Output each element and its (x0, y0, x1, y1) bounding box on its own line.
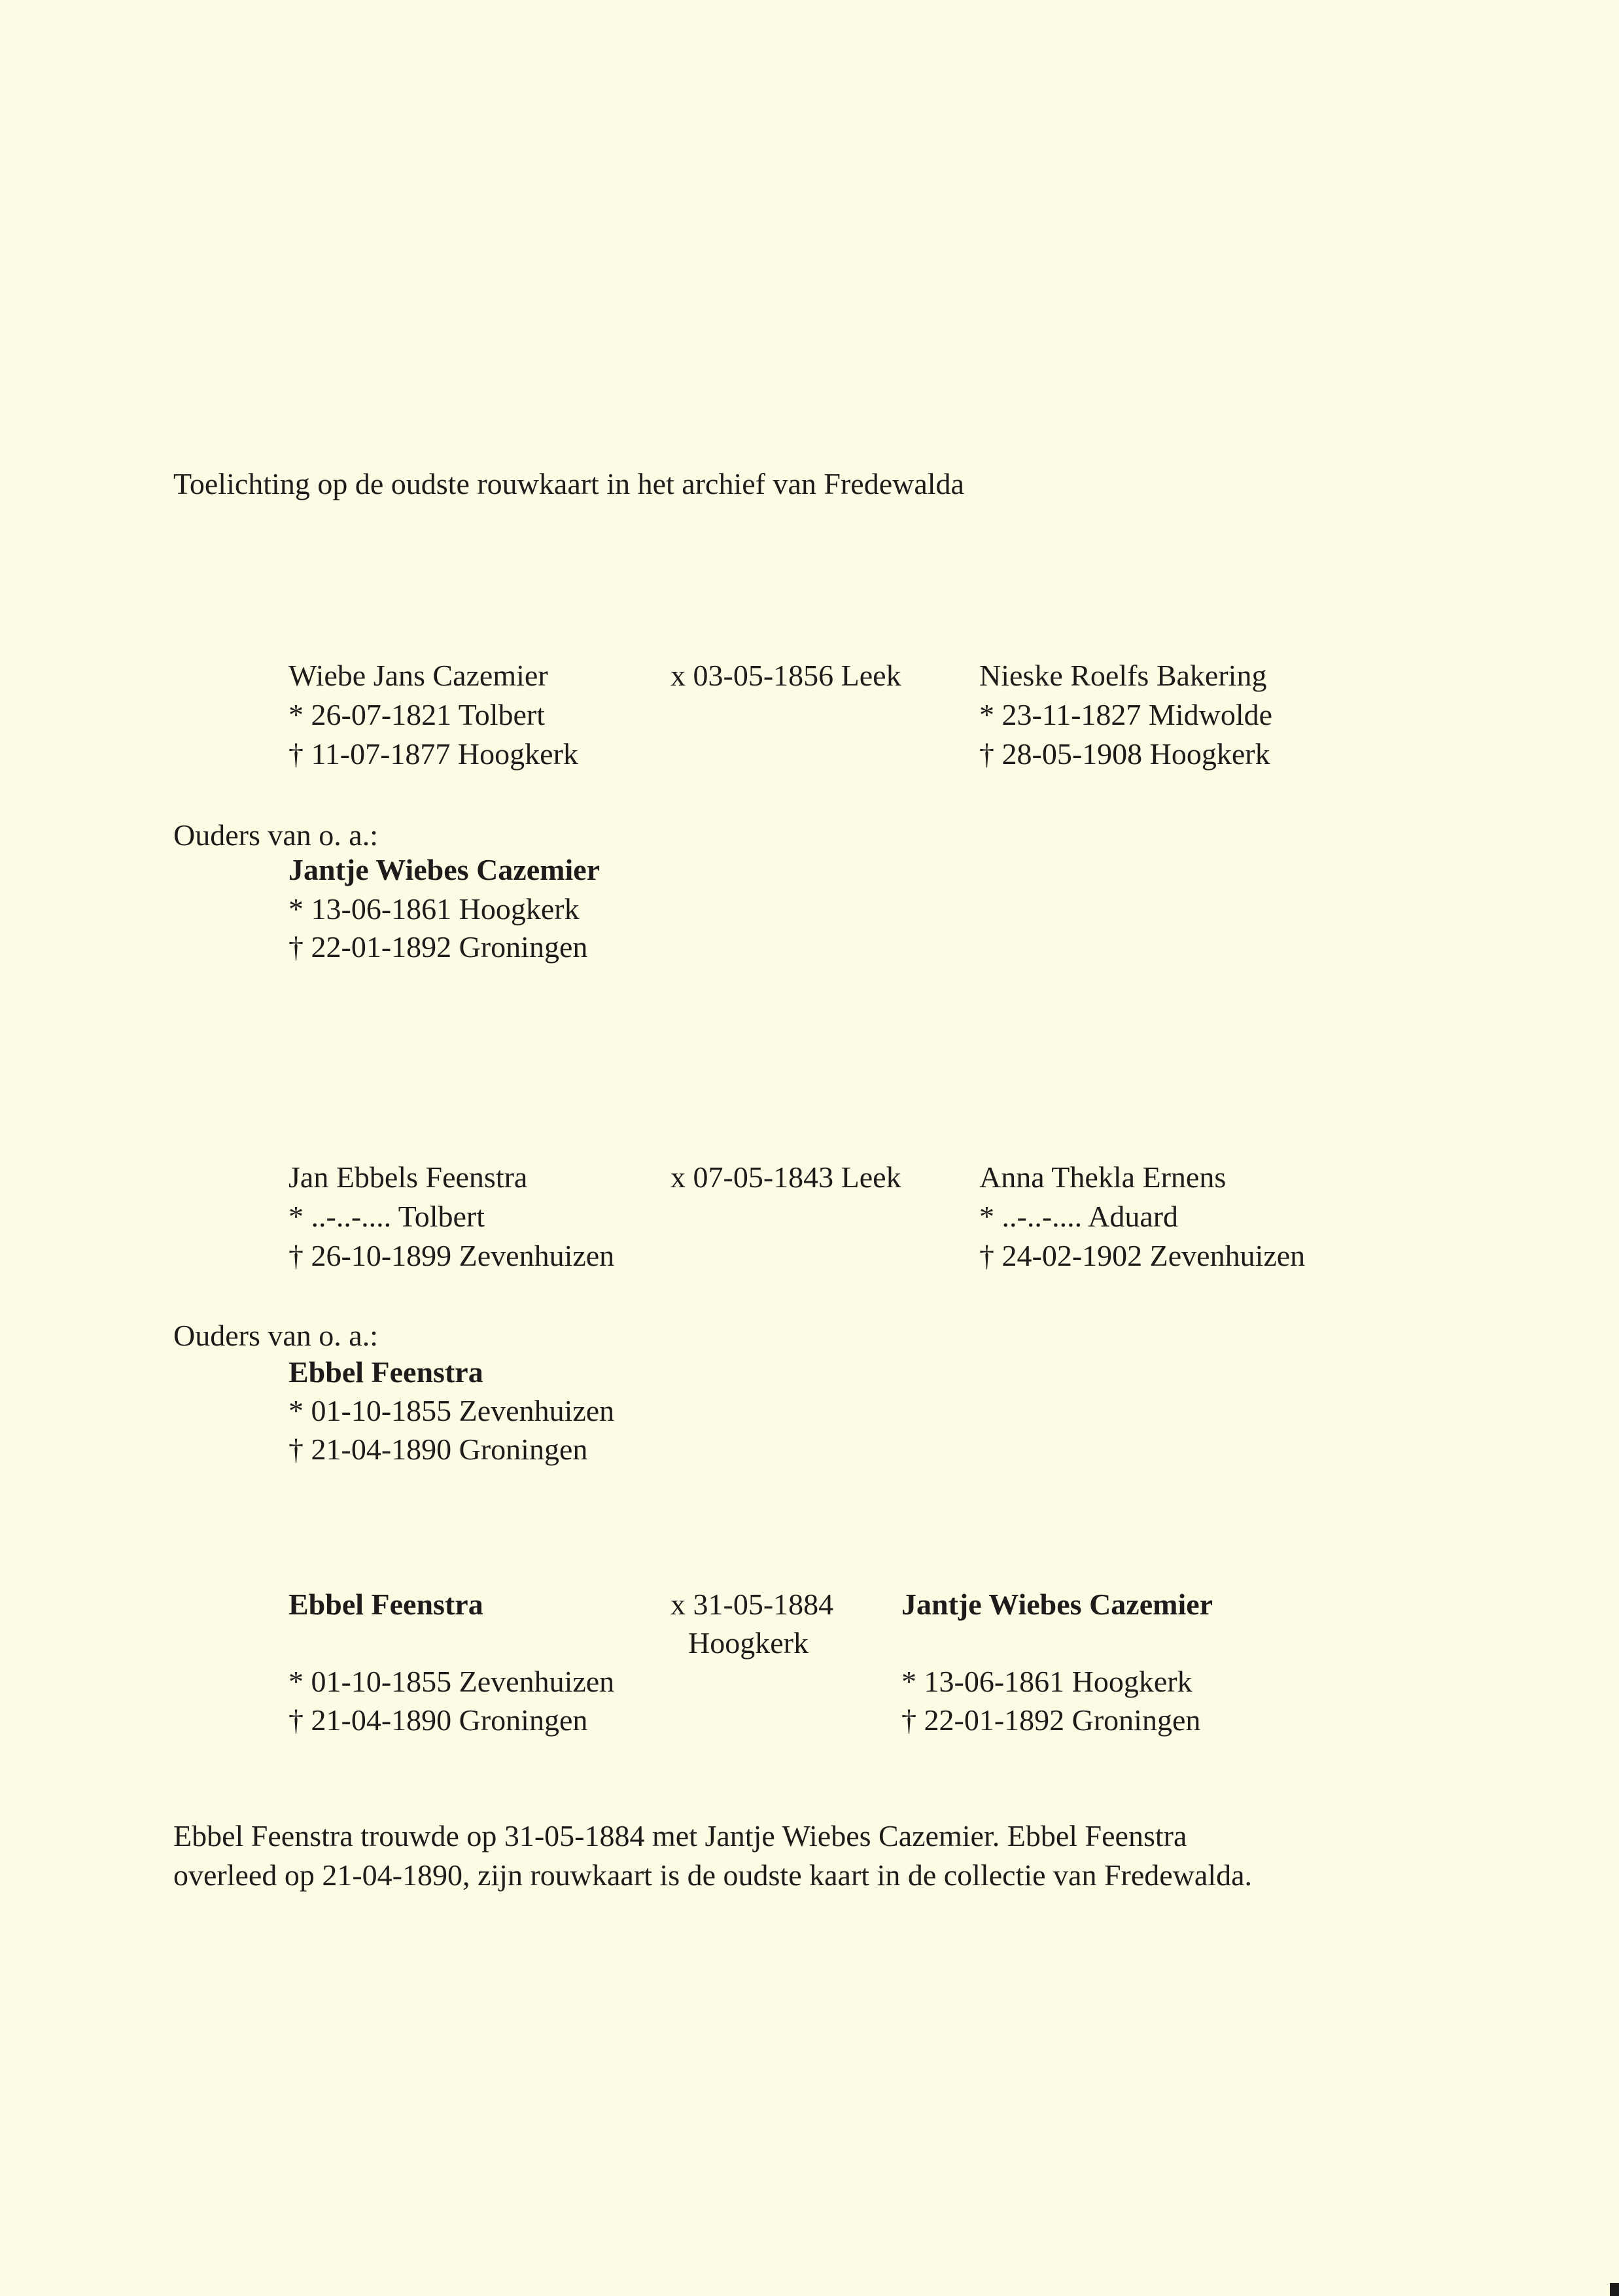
mother-birth: * ..-..-.... Aduard (979, 1200, 1179, 1233)
mother-name: Nieske Roelfs Bakering (979, 659, 1267, 692)
marriage-date: x 31-05-1884 (670, 1588, 834, 1621)
child-name: Ebbel Feenstra (288, 1355, 483, 1389)
parents-of-label: Ouders van o. a.: (173, 1319, 378, 1352)
scan-edge-mark (1610, 2283, 1619, 2296)
wife-name: Jantje Wiebes Cazemier (901, 1588, 1213, 1621)
parents-of-label: Ouders van o. a.: (173, 818, 378, 852)
child-death: † 21-04-1890 Groningen (288, 1433, 588, 1466)
wife-death: † 22-01-1892 Groningen (901, 1703, 1201, 1737)
summary-line-2: overleed op 21-04-1890, zijn rouwkaart is de oudste kaart in de collectie van Fredewalda. (173, 1858, 1253, 1892)
father-birth: * ..-..-.... Tolbert (288, 1200, 485, 1233)
mother-death: † 24-02-1902 Zevenhuizen (979, 1239, 1306, 1272)
wife-birth: * 13-06-1861 Hoogkerk (901, 1665, 1192, 1698)
father-death: † 11-07-1877 Hoogkerk (288, 737, 578, 771)
mother-death: † 28-05-1908 Hoogkerk (979, 737, 1270, 771)
father-death: † 26-10-1899 Zevenhuizen (288, 1239, 615, 1272)
marriage-place: Hoogkerk (688, 1626, 809, 1660)
husband-name: Ebbel Feenstra (288, 1588, 483, 1621)
child-birth: * 01-10-1855 Zevenhuizen (288, 1394, 615, 1427)
summary-line-1: Ebbel Feenstra trouwde op 31-05-1884 met Jantje Wiebes Cazemier. Ebbel Feenstra (173, 1819, 1187, 1852)
page-title: Toelichting op de oudste rouwkaart in het archief van Fredewalda (173, 467, 964, 500)
father-name: Wiebe Jans Cazemier (288, 659, 548, 692)
mother-birth: * 23-11-1827 Midwolde (979, 698, 1273, 731)
marriage-info: x 03-05-1856 Leek (670, 659, 901, 692)
marriage-info: x 07-05-1843 Leek (670, 1160, 901, 1194)
child-name: Jantje Wiebes Cazemier (288, 853, 601, 886)
father-birth: * 26-07-1821 Tolbert (288, 698, 545, 731)
mother-name: Anna Thekla Ernens (979, 1160, 1227, 1194)
husband-death: † 21-04-1890 Groningen (288, 1703, 588, 1737)
child-death: † 22-01-1892 Groningen (288, 930, 588, 964)
husband-birth: * 01-10-1855 Zevenhuizen (288, 1665, 615, 1698)
father-name: Jan Ebbels Feenstra (288, 1160, 528, 1194)
child-birth: * 13-06-1861 Hoogkerk (288, 892, 580, 926)
